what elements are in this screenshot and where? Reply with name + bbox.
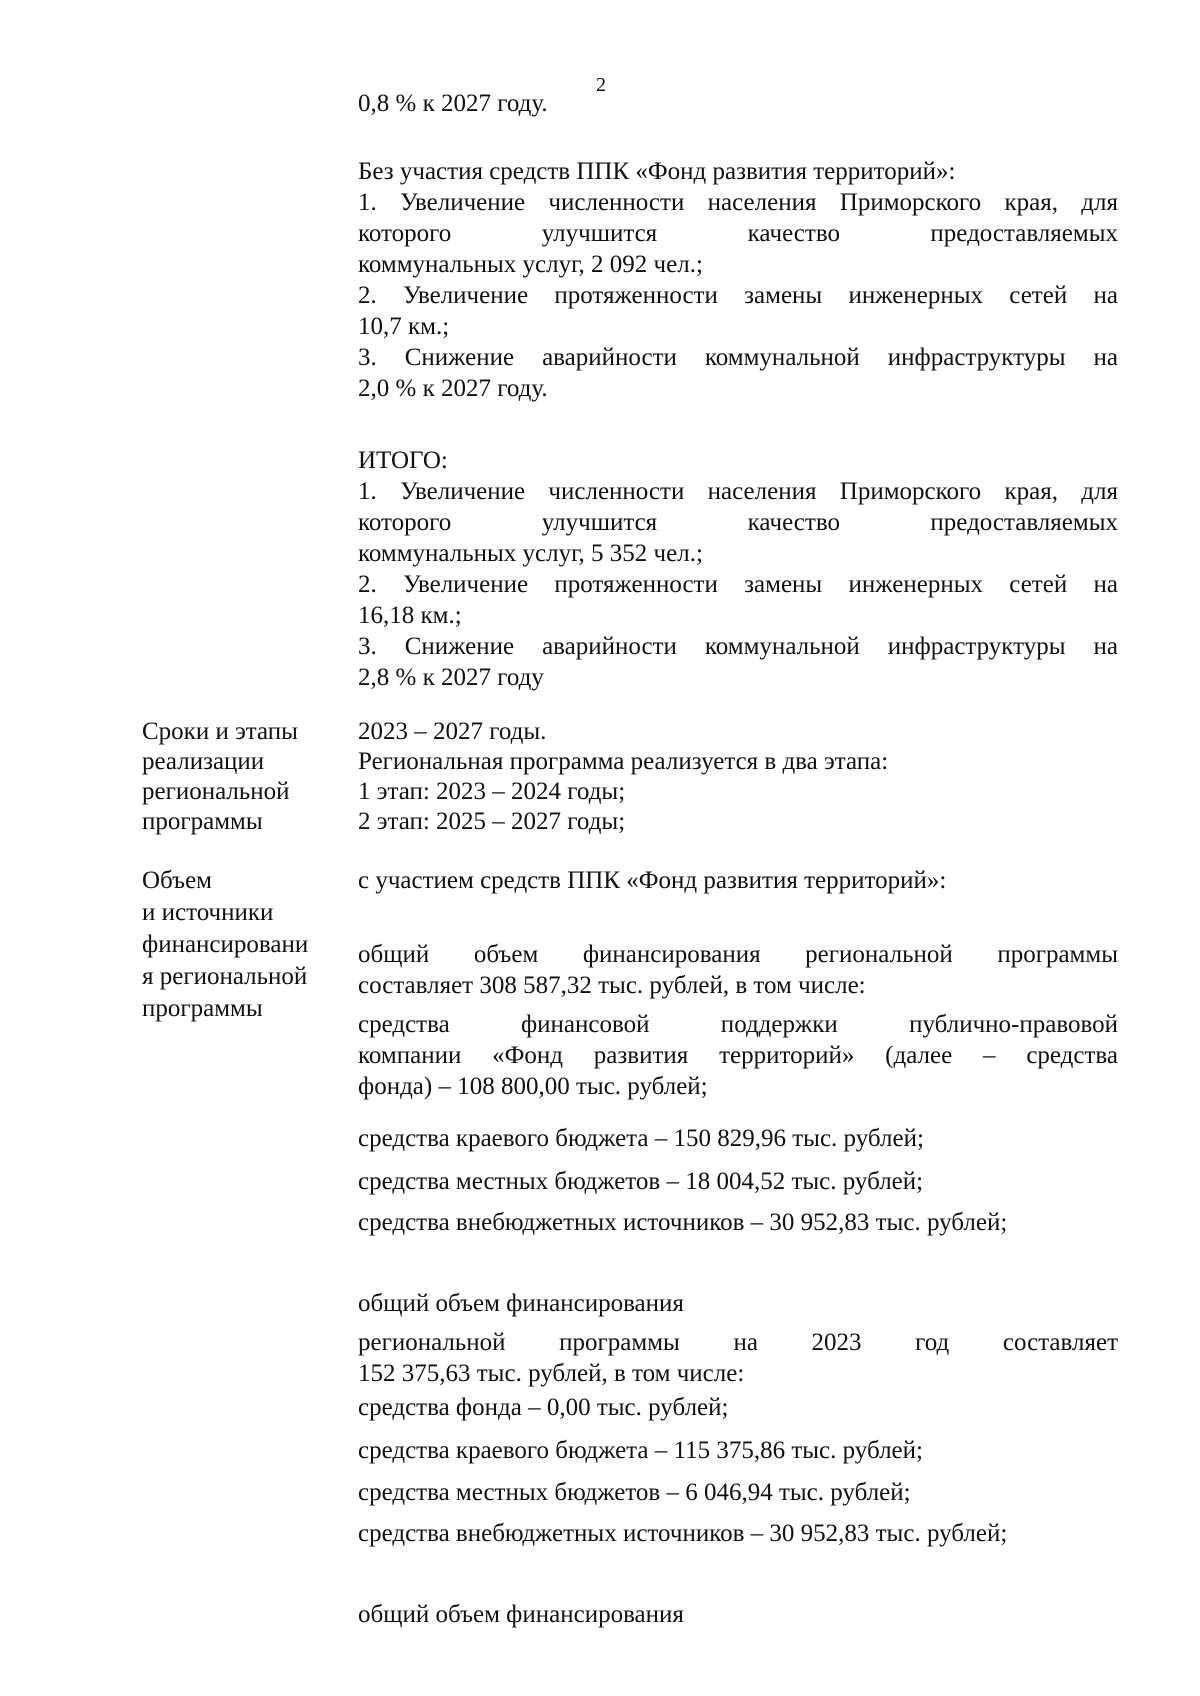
text-line: коммунальных услуг, 2 092 чел.; — [358, 251, 703, 278]
label-line: финансировани — [142, 931, 309, 958]
text-line: средства местных бюджетов – 6 046,94 тыс. рублей; — [358, 1479, 911, 1506]
text-line: Региональная программа реализуется в два этапа: — [358, 748, 889, 775]
text-line: средства краевого бюджета – 115 375,86 тыс. рублей; — [358, 1437, 923, 1464]
text-line: 2. Увеличение протяженности замены инженерных сетей на — [358, 282, 1118, 309]
text-line: региональной программы на 2023 год составляет — [358, 1329, 1118, 1356]
block-heading: Без участия средств ППК «Фонд развития территорий»: — [358, 158, 956, 185]
label-line: реализации — [142, 748, 265, 775]
text-line: общий объем финансирования — [358, 1601, 684, 1628]
text-line: средства фонда – 0,00 тыс. рублей; — [358, 1394, 729, 1421]
total-block — [358, 445, 1118, 693]
text-line: 3. Снижение аварийности коммунальной инфраструктуры на — [358, 633, 1118, 660]
block-heading: ИТОГО: — [358, 447, 448, 474]
text-line: 3. Снижение аварийности коммунальной инфраструктуры на — [358, 344, 1118, 371]
terms-content — [358, 717, 1118, 837]
text-line: средства местных бюджетов – 18 004,52 тыс. рублей; — [358, 1168, 924, 1195]
text-line: составляет 308 587,32 тыс. рублей, в том числе: — [358, 972, 866, 999]
label-line: Объем — [142, 867, 212, 894]
text-line: фонда) – 108 800,00 тыс. рублей; — [358, 1073, 708, 1100]
text-line: 2. Увеличение протяженности замены инженерных сетей на — [358, 571, 1118, 598]
text-line: средства финансовой поддержки публично-правовой — [358, 1011, 1118, 1038]
text-line: компании «Фонд развития территорий» (далее – средства — [358, 1042, 1118, 1069]
terms-label — [142, 717, 342, 837]
text-line: 1. Увеличение численности населения Приморского края, для — [358, 189, 1118, 216]
text-line: 1. Увеличение численности населения Приморского края, для — [358, 478, 1118, 505]
without-fund-block — [358, 156, 1118, 404]
text-line: средства краевого бюджета – 150 829,96 тыс. рублей; — [358, 1125, 924, 1152]
text-line: общий объем финансирования — [358, 1290, 684, 1317]
label-line: Сроки и этапы — [142, 718, 298, 745]
text-line: коммунальных услуг, 5 352 чел.; — [358, 540, 703, 567]
page-number: 2 — [596, 74, 606, 96]
text-line: которого улучшится качество предоставляемых — [358, 509, 1118, 536]
text-line: которого улучшится качество предоставляемых — [358, 220, 1118, 247]
text-line: общий объем финансирования региональной программы — [358, 941, 1118, 968]
text-line: 2,8 % к 2027 году — [358, 664, 544, 691]
text-line: 16,18 км.; — [358, 602, 462, 629]
text-line: 1 этап: 2023 – 2024 годы; — [358, 778, 626, 805]
text-line: 0,8 % к 2027 году. — [358, 90, 548, 117]
text-line: средства внебюджетных источников – 30 952,83 тыс. рублей; — [358, 1520, 1008, 1547]
text-line: средства внебюджетных источников – 30 952,83 тыс. рублей; — [358, 1209, 1008, 1236]
text-line: 152 375,63 тыс. рублей, в том числе: — [358, 1360, 745, 1387]
text-line: 2023 – 2027 годы. — [358, 718, 547, 745]
label-line: программы — [142, 995, 263, 1022]
funding-label — [142, 865, 342, 1025]
label-line: региональной — [142, 778, 290, 805]
label-line: я региональной — [142, 963, 308, 990]
text-line: 10,7 км.; — [358, 313, 450, 340]
label-line: программы — [142, 808, 263, 835]
text-line: 2,0 % к 2027 году. — [358, 375, 548, 402]
text-line: 2 этап: 2025 – 2027 годы; — [358, 808, 626, 835]
funding-intro: с участием средств ППК «Фонд развития территорий»: — [358, 867, 947, 894]
label-line: и источники — [142, 899, 274, 926]
